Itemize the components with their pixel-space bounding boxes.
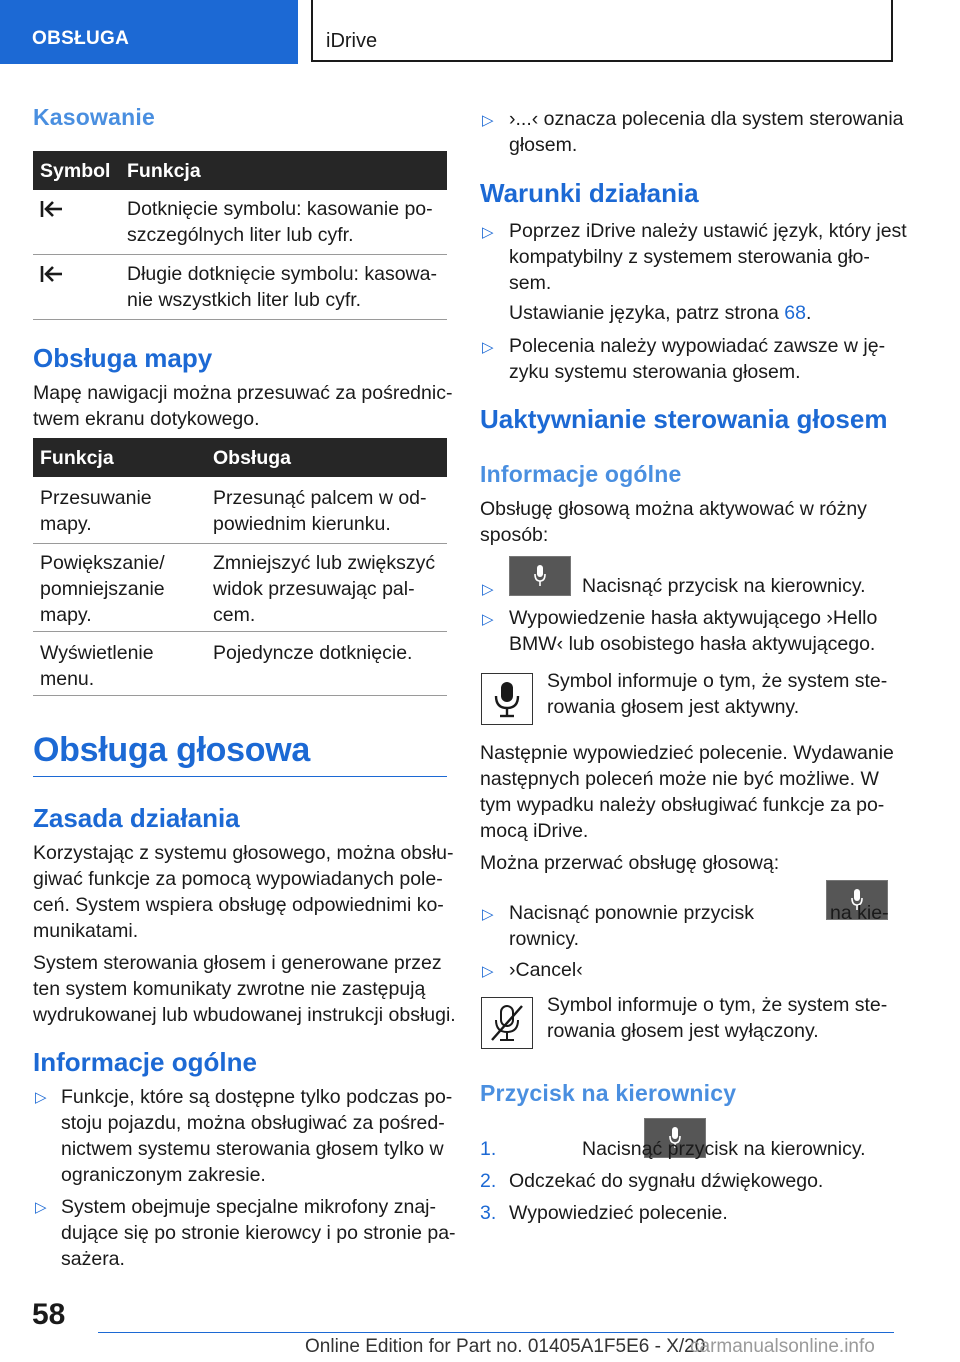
footer-rule: [98, 1332, 894, 1333]
przycisk-heading: Przycisk na kierownicy: [480, 1080, 737, 1106]
footer-watermark: carmanualsonline.info: [690, 1336, 875, 1357]
bullet-line: BMW‹ lub osobistego hasła aktywującego.: [509, 633, 876, 655]
cell-text: mapy.: [40, 604, 92, 626]
header-chapter-label: iDrive: [326, 30, 378, 52]
bullet-line: Polecenia należy wypowiadać zawsze w ję‐: [509, 335, 886, 357]
backspace-icon: [40, 200, 64, 218]
bullet-line: Wypowiedzenie hasła aktywującego ›Hello: [509, 607, 878, 629]
bullet-line: sem.: [509, 272, 552, 294]
uaktywnianie-heading: Uaktywnianie sterowania głosem: [480, 404, 888, 434]
table-row: [33, 632, 447, 695]
paragraph-line: ten system komunikaty zwrotne nie zastępują: [33, 978, 426, 1000]
cell-text: Pojedyncze dotknięcie.: [213, 642, 413, 664]
info-heading: Informacje ogólne: [33, 1047, 257, 1077]
bullet-line: Nacisnąć ponownie przycisk: [509, 902, 754, 924]
microphone-icon: [481, 673, 533, 725]
cell-text: powiednim kierunku.: [213, 513, 391, 535]
paragraph-line: Można przerwać obsługę głosową:: [480, 852, 780, 874]
paragraph-line: ceń. System wspiera obsługę odpowiednimi ko‐: [33, 894, 444, 916]
step-number: 2.: [480, 1170, 497, 1192]
bullet-triangle-icon: ▷: [482, 963, 494, 980]
info-heading: Informacje ogólne: [480, 461, 682, 487]
bullet-line: nictwem systemu sterowania głosem tylko w: [61, 1138, 444, 1160]
mapa-intro-line2: twem ekranu dotykowego.: [33, 408, 260, 430]
microphone-off-icon: [481, 997, 533, 1049]
bullet-triangle-icon: ▷: [35, 1199, 47, 1216]
cell-text: widok przesuwając pal‐: [213, 578, 415, 600]
paragraph-line: wydrukowanej lub wbudowanej instrukcji obsługi.: [33, 1004, 456, 1026]
row-text-line1: Dotknięcie symbolu: kasowanie po‐: [127, 198, 433, 220]
reference-end: .: [806, 302, 812, 324]
paragraph-line: mocą iDrive.: [480, 820, 589, 842]
bullet-line: ›...‹ oznacza polecenia dla system sterowania: [509, 108, 904, 130]
cell-text: Powiększanie/: [40, 552, 165, 574]
th-obsluga: Obsługa: [213, 447, 292, 469]
bullet-triangle-icon: ▷: [482, 611, 494, 628]
bullet-triangle-icon: ▷: [482, 906, 494, 923]
heading-rule: [33, 776, 447, 777]
table-divider: [33, 695, 447, 696]
page-number: 58: [32, 1298, 66, 1331]
footer-edition: Online Edition for Part no. 01405A1F5E6 - X/20: [305, 1336, 706, 1357]
cell-text: mapy.: [40, 513, 92, 535]
paragraph-line: następnych poleceń może nie być możliwe. W: [480, 768, 879, 790]
bullet-triangle-icon: ▷: [482, 339, 494, 356]
row-text-line2: nie wszystkich liter lub cyfr.: [127, 289, 362, 311]
bullet-line: dujące się po stronie kierowcy i po stronie pa‐: [61, 1222, 456, 1244]
bullet-line: Funkcje, które są dostępne tylko podczas po‐: [61, 1086, 453, 1108]
step-text: Wypowiedzieć polecenie.: [509, 1202, 728, 1224]
bullet-line: Poprzez iDrive należy ustawić język, który jest: [509, 220, 907, 242]
mapa-heading: Obsługa mapy: [33, 343, 213, 373]
paragraph-line: tym wypadku należy obsługiwać funkcje za po‐: [480, 794, 885, 816]
paragraph-line: munikatami.: [33, 920, 139, 942]
warunki-heading: Warunki działania: [480, 178, 699, 208]
th-funkcja: Funkcja: [127, 160, 201, 182]
row-text-line2: szczególnych liter lub cyfr.: [127, 224, 354, 246]
page-link[interactable]: 68: [784, 302, 806, 324]
bullet-line: rownicy.: [509, 928, 580, 950]
table-row: [33, 477, 447, 543]
table-divider: [33, 319, 447, 320]
bullet-line: System obejmuje specjalne mikrofony znaj‐: [61, 1196, 436, 1218]
header-chapter-box: [311, 0, 893, 62]
bullet-triangle-icon: ▷: [35, 1089, 47, 1106]
step-number: 3.: [480, 1202, 497, 1224]
kasowanie-heading: Kasowanie: [33, 104, 155, 130]
symbol-note-line: Symbol informuje o tym, że system ste‐: [547, 670, 888, 692]
bullet-line: ›Cancel‹: [509, 959, 583, 981]
table-row: [33, 255, 447, 319]
bullet-line: Nacisnąć przycisk na kierownicy.: [582, 575, 866, 597]
paragraph-line: System sterowania głosem i generowane przez: [33, 952, 442, 974]
bullet-line: na kie‐: [830, 902, 889, 924]
bullet-line: kompatybilny z systemem sterowania gło‐: [509, 246, 870, 268]
symbol-note-line: rowania głosem jest wyłączony.: [547, 1020, 819, 1042]
table-row: [33, 544, 447, 631]
cell-text: pomniejszanie: [40, 578, 165, 600]
paragraph-line: Korzystając z systemu głosowego, można obsłu‐: [33, 842, 454, 864]
paragraph-line: Następnie wypowiedzieć polecenie. Wydawanie: [480, 742, 894, 764]
bullet-line: głosem.: [509, 134, 578, 156]
bullet-triangle-icon: ▷: [482, 224, 494, 241]
paragraph-line: sposób:: [480, 524, 549, 546]
backspace-icon: [40, 265, 64, 283]
symbol-note-line: Symbol informuje o tym, że system ste‐: [547, 994, 888, 1016]
step-text: Nacisnąć przycisk na kierownicy.: [582, 1138, 866, 1160]
cell-text: Wyświetlenie: [40, 642, 154, 664]
row-text-line1: Długie dotknięcie symbolu: kasowa‐: [127, 263, 437, 285]
steering-voice-button-icon: [509, 556, 571, 596]
cell-text: cem.: [213, 604, 256, 626]
bullet-line: ograniczonym zakresie.: [61, 1164, 266, 1186]
header-section-label: OBSŁUGA: [32, 28, 130, 49]
zasada-heading: Zasada działania: [33, 803, 240, 833]
bullet-triangle-icon: ▷: [482, 581, 494, 598]
th-symbol: Symbol: [40, 160, 111, 182]
glosowa-heading: Obsługa głosowa: [33, 731, 310, 769]
table-row: [33, 190, 447, 254]
cell-text: menu.: [40, 668, 95, 690]
cell-text: Zmniejszyć lub zwiększyć: [213, 552, 436, 574]
paragraph-line: giwać funkcje za pomocą wypowiadanych pole‐: [33, 868, 443, 890]
symbol-note-line: rowania głosem jest aktywny.: [547, 696, 800, 718]
step-text: Odczekać do sygnału dźwiękowego.: [509, 1170, 824, 1192]
bullet-line: zyku systemu sterowania głosem.: [509, 361, 801, 383]
bullet-line: sażera.: [61, 1248, 125, 1270]
cell-text: Przesunąć palcem w od‐: [213, 487, 427, 509]
mapa-intro-line1: Mapę nawigacji można przesuwać za pośrednic‐: [33, 382, 453, 404]
bullet-line: stoju pojazdu, można obsługiwać za pośred‐: [61, 1112, 445, 1134]
reference-text: Ustawianie języka, patrz strona: [509, 302, 785, 324]
bullet-triangle-icon: ▷: [482, 112, 494, 129]
step-number: 1.: [480, 1138, 497, 1160]
kasowanie-table-header: [33, 151, 447, 190]
paragraph-line: Obsługę głosową można aktywować w różny: [480, 498, 867, 520]
page-reference: [509, 300, 811, 326]
mapa-table-header: [33, 438, 447, 477]
th-funkcja: Funkcja: [40, 447, 114, 469]
cell-text: Przesuwanie: [40, 487, 152, 509]
